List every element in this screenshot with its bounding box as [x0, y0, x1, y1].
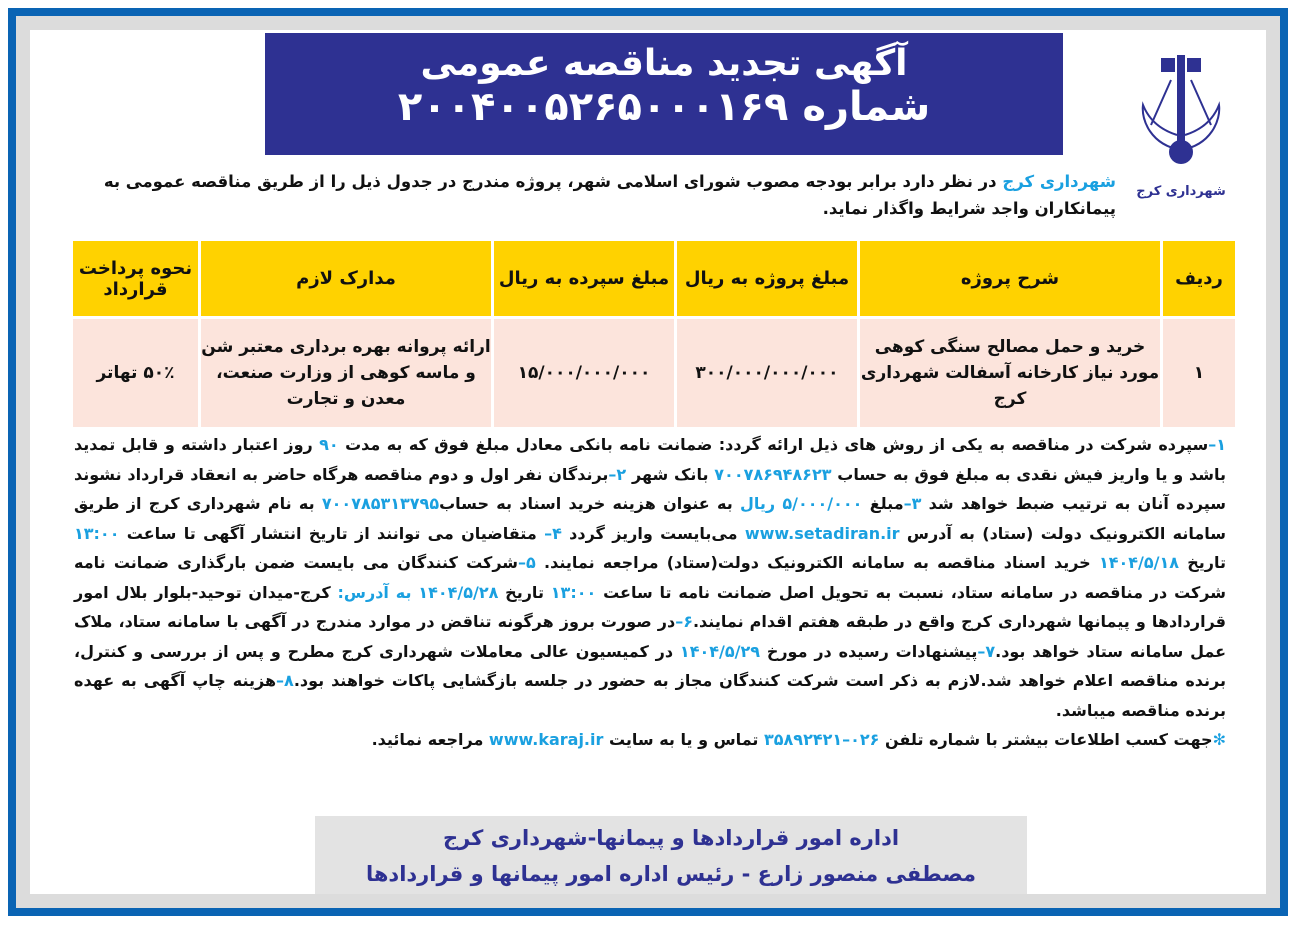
intro-text: در نظر دارد برابر بودجه مصوب شورای اسلامی شهر، پروژه مندرج در جدول ذیل را از طریق مناقصه عمومی به پیمانکاران واجد شرایط واگذار نماید.	[103, 172, 1116, 218]
ad-content	[30, 30, 1266, 894]
contact-pre: جهت کسب اطلاعات بیشتر با شماره تلفن	[879, 730, 1213, 749]
title-box	[265, 33, 1063, 155]
highlight-value[interactable]: www.setadiran.ir	[744, 523, 900, 543]
highlight-value: ۱۴۰۴/۵/۲۹	[679, 641, 760, 661]
highlight-value: ۳–	[903, 494, 922, 513]
terms-segment: به نام شهرداری کرج از طریق سامانه الکترونیک دولت (ستاد) به آدرس	[74, 494, 1227, 543]
terms-segment: در کمیسیون عالی معاملات شهرداری کرج مطرح و پس از بررسی و کنترل، برنده مناقصه اعلام خواهد شد.لازم به ذکر است شرکت کنندگان مجاز به حضور در جلسه بازگشایی پاکات خواهند بود.	[74, 641, 1226, 690]
terms-segment: مبلغ	[862, 494, 904, 513]
col-header-row-number: ردیف	[1163, 241, 1235, 316]
contact-line	[372, 730, 1226, 749]
highlight-value: ۷–	[977, 641, 996, 661]
intro-paragraph	[70, 168, 1116, 222]
highlight-value: ۴–	[544, 523, 562, 543]
terms-segment: برندگان نفر اول و دوم مناقصه هرگاه حاضر به انعقاد قرارداد نشوند سپرده آنان به ترتیب ضبط خواهد شد	[74, 464, 1226, 513]
terms-segment: به عنوان هزینه خرید اسناد به حساب	[439, 494, 740, 513]
cell-project-amount: ۳۰۰/۰۰۰/۰۰۰/۰۰۰	[677, 319, 857, 427]
footer-department: اداره امور قراردادها و پیمانها-شهرداری کرج	[442, 826, 900, 850]
terms-segment: روز اعتبار داشته و قابل تمدید باشد و یا واریز فیش نقدی به مبلغ فوق به حساب	[74, 435, 1227, 484]
col-header-description: شرح پروژه	[860, 241, 1160, 316]
project-table	[70, 238, 1238, 430]
terms-segment: تاریخ	[498, 582, 551, 602]
highlight-value: ۱۳:۰۰	[74, 523, 120, 543]
terms-segment: در صورت بروز هرگونه تناقض در موارد مندرج در آگهی با سامانه ستاد، ملاک عمل سامانه ستاد خواهد بود.	[74, 612, 1227, 661]
logo-caption: شهرداری کرج	[1136, 184, 1226, 199]
terms-segment: متقاضیان می توانند از تاریخ انتشار آگهی تا ساعت	[119, 523, 545, 543]
terms-segment: کرج-میدان توحید-بلوار بلال امور قراردادها و پیمانها شهرداری کرج واقع در طبقه هفتم اقدام نمایند.	[74, 582, 1226, 631]
title-line1: آگهی تجدید مناقصه عمومی	[420, 43, 908, 84]
highlight-value: ۱۴۰۴/۵/۱۸	[1098, 553, 1179, 572]
terms-segment: شرکت کنندگان می بایست ضمن بارگذاری ضمانت نامه شرکت در مناقصه در سامانه ستاد، نسبت به تحویل اصل ضمانت نامه تا ساعت	[74, 553, 1226, 602]
terms-segment: تاریخ	[1178, 553, 1226, 572]
cell-row-number: ۱	[1163, 319, 1235, 427]
cell-description: خرید و حمل مصالح سنگی کوهی مورد نیاز کارخانه آسفالت شهرداری کرج	[860, 319, 1160, 427]
highlight-value: ۸–	[276, 671, 294, 690]
col-header-project-amount: مبلغ پروژه به ریال	[677, 241, 857, 316]
terms-segment: سپرده شرکت در مناقصه به یکی از روش های ذیل ارائه گردد: ضمانت نامه بانکی معادل مبلغ فوق که به مدت	[338, 435, 1209, 454]
highlight-value: ۱۴۰۴/۵/۲۸	[418, 582, 499, 602]
terms-segment: هزینه چاپ آگهی به عهده برنده مناقصه میباشد.	[74, 671, 1226, 720]
terms-text	[74, 435, 1226, 720]
cell-documents: ارائه پروانه بهره برداری معتبر شن و ماسه کوهی از وزارت صنعت، معدن و تجارت	[201, 319, 491, 427]
highlight-value: به آدرس:	[337, 582, 412, 602]
phone-number: ۰۲۶–۳۵۸۹۲۴۲۱	[764, 730, 880, 749]
table-header-row	[73, 241, 1235, 316]
col-header-deposit: مبلغ سپرده به ریال	[494, 241, 674, 316]
karaj-municipality-logo	[1126, 50, 1236, 220]
highlight-value: ۱–	[1208, 435, 1227, 454]
terms-segment: بانک شهر	[626, 464, 715, 484]
highlight-value: ۵/۰۰۰/۰۰۰ ریال	[739, 494, 863, 513]
highlight-value: ۵–	[518, 553, 536, 572]
title-tender-number: شماره ۲۰۰۴۰۰۵۲۶۵۰۰۰۱۶۹	[397, 84, 931, 130]
table-row	[73, 319, 1235, 427]
highlight-value: ۷۰۰۷۸۵۳۱۳۷۹۵	[321, 494, 440, 513]
col-header-payment: نحوه پرداخت قرارداد	[73, 241, 198, 316]
website-link[interactable]: www.karaj.ir	[488, 730, 604, 749]
cell-deposit: ۱۵/۰۰۰/۰۰۰/۰۰۰	[494, 319, 674, 427]
cell-payment: ۵۰٪ تهاتر	[73, 319, 198, 427]
terms-segment: پیشنهادات رسیده در مورخ	[759, 641, 978, 661]
star-icon: ✻	[1212, 730, 1226, 749]
highlight-value: ۶–	[675, 612, 693, 631]
signature-box	[315, 816, 1027, 894]
organization-name: شهرداری کرج	[1002, 172, 1116, 191]
highlight-value: ۲–	[608, 464, 627, 484]
highlight-value: ۱۳:۰۰	[550, 582, 597, 602]
terms-segment: می‌بایست واریز گردد	[561, 523, 745, 543]
footer-signatory: مصطفی منصور زارع - رئیس اداره امور پیمانها و قراردادها	[365, 862, 977, 886]
contact-post: مراجعه نمائید.	[371, 730, 489, 749]
logo-emblem-icon	[1131, 50, 1231, 180]
terms-paragraph	[74, 430, 1226, 755]
highlight-value: ۹۰	[319, 435, 339, 454]
col-header-documents: مدارک لازم	[201, 241, 491, 316]
ad-frame	[8, 8, 1288, 916]
contact-mid: تماس و یا به سایت	[603, 730, 764, 749]
terms-segment: خرید اسناد مناقصه به سامانه الکترونیک دولت(ستاد) مراجعه نمایند.	[535, 553, 1099, 572]
highlight-value: ۷۰۰۷۸۶۹۴۸۶۲۳	[714, 464, 832, 484]
